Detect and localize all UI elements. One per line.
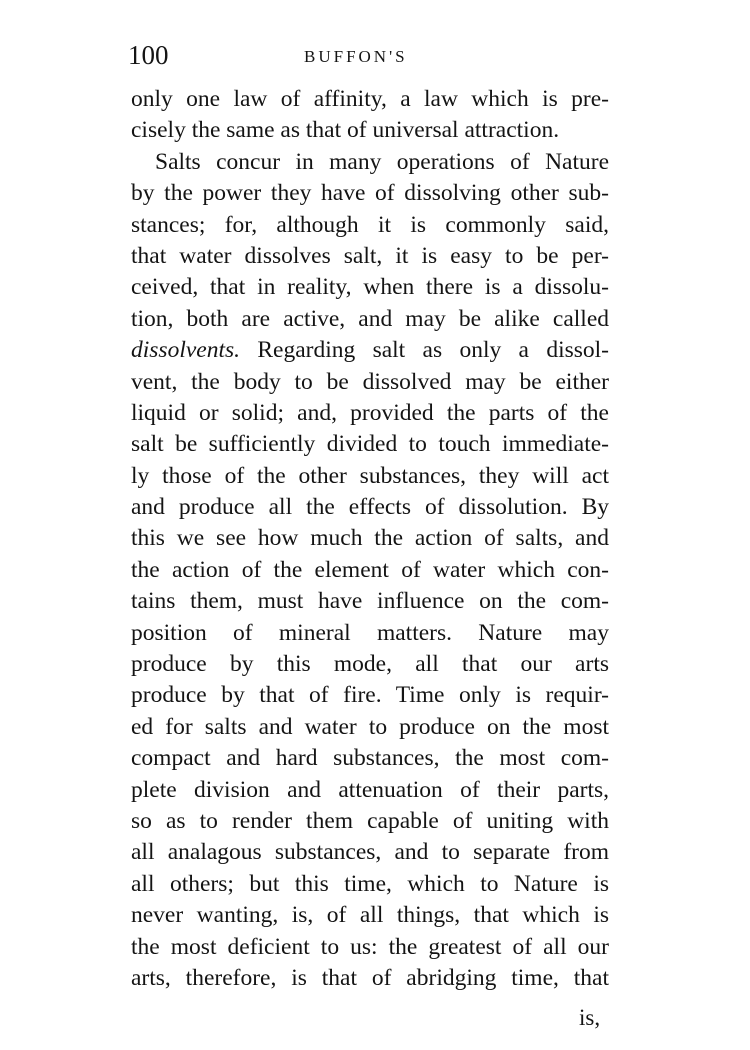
text-line: salt be sufficiently divided to touch immediate- [131,431,609,458]
text-line: plete division and attenuation of their parts, [131,776,609,803]
text-line: ly those of the other substances, they will act [131,462,609,489]
text-line: compact and hard substances, the most com- [131,745,609,772]
text-line: the action of the element of water which con- [131,556,609,583]
text-line: stances; for, although it is commonly said, [131,211,609,238]
paragraph-first-line: Salts concur in many operations of Nature [155,148,609,175]
text-line: this we see how much the action of salts, and [131,525,609,552]
text-line: so as to render them capable of uniting with [131,807,609,834]
text-line: by the power they have of dissolving other sub- [131,180,609,207]
text-line: and produce all the effects of dissolution. By [131,494,609,521]
text-line: liquid or solid; and, provided the parts of the [131,399,609,426]
text-line: tains them, must have influence on the com- [131,588,609,615]
text-line: arts, therefore, is that of abridging time, that [131,964,609,991]
page-number: 100 [128,40,169,70]
text-line: only one law of affinity, a law which is pre- [131,86,609,112]
catchword: is, [579,1005,601,1030]
text-line: that water dissolves salt, it is easy to be per- [131,242,609,269]
body-text [131,84,609,994]
text-line-rest: Regarding salt as only a dissol- [240,337,609,364]
text-line: ed for salts and water to produce on the most [131,713,609,740]
text-line: position of mineral matters. Nature may [131,619,609,646]
text-line: tion, both are active, and may be alike called [131,305,609,332]
running-head [128,40,608,76]
text-line: ceived, that in reality, when there is a dissolu- [131,274,609,301]
italic-term: dissolvents. [131,337,241,364]
text-line: vent, the body to be dissolved may be either [131,368,609,395]
text-line: all others; but this time, which to Nature is [131,870,609,897]
text-line: never wanting, is, of all things, that which is [131,902,609,929]
text-line: cisely the same as that of universal attraction. [131,117,560,144]
text-line [131,335,609,366]
running-title: BUFFON'S [304,47,408,66]
text-line: produce by that of fire. Time only is requir- [131,682,609,709]
text-line: produce by this mode, all that our arts [131,651,609,678]
text-line: the most deficient to us: the greatest of all our [131,933,609,960]
text-line: all analagous substances, and to separate from [131,839,609,866]
